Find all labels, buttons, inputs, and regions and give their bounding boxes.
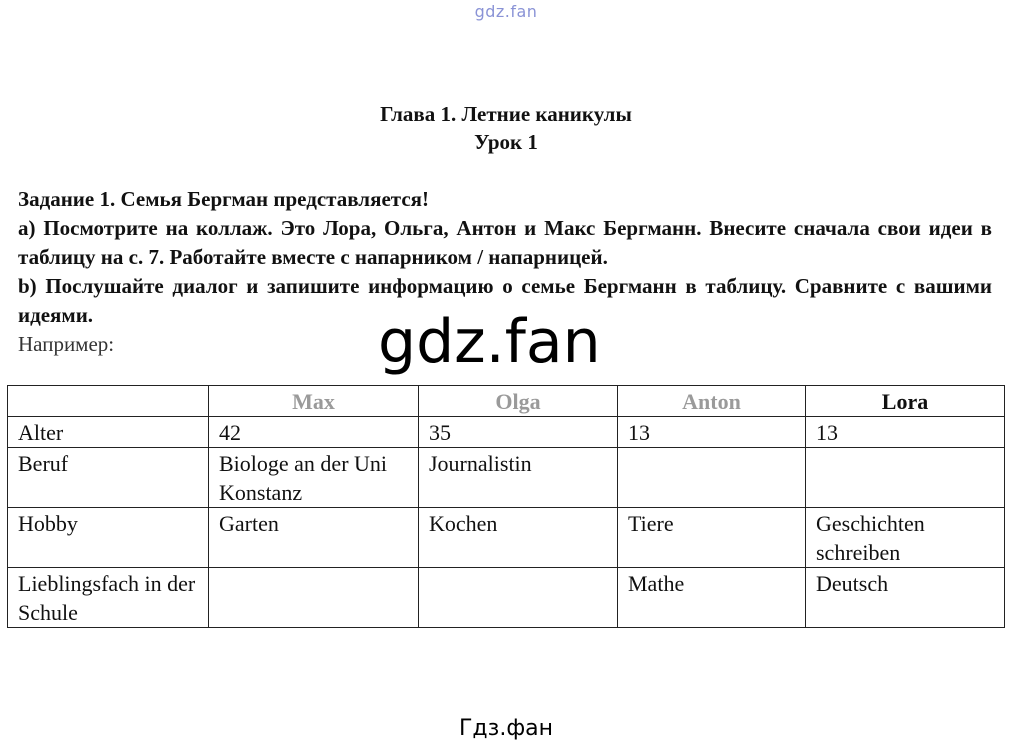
- table-cell: Journalistin: [419, 448, 618, 508]
- row-label: Hobby: [8, 508, 209, 568]
- example-label: Например:: [18, 332, 115, 356]
- row-label: Lieblingsfach in der Schule: [8, 568, 209, 628]
- table-cell: 42: [209, 417, 419, 448]
- row-label: Alter: [8, 417, 209, 448]
- header-cell-max: Max: [209, 386, 419, 417]
- table-cell: [419, 568, 618, 628]
- table-cell: Biologe an der Uni Konstanz: [209, 448, 419, 508]
- table-cell: [806, 448, 1005, 508]
- table-cell: 13: [618, 417, 806, 448]
- table-cell: [209, 568, 419, 628]
- watermark-big: gdz.fan: [378, 307, 601, 377]
- table-cell: Mathe: [618, 568, 806, 628]
- table-row-alter: [8, 417, 1005, 448]
- table-row-hobby: [8, 508, 1005, 568]
- table-row-lieblingsfach: [8, 568, 1005, 628]
- table-cell: 35: [419, 417, 618, 448]
- row-label: Beruf: [8, 448, 209, 508]
- task-part-b: b) Послушайте диалог и запишите информацию о семье Бергманн в таблицу. Сравните с вашими идеями.: [18, 274, 992, 327]
- task-heading: Задание 1. Семья Бергман представляется!: [18, 187, 430, 211]
- table-cell: Deutsch: [806, 568, 1005, 628]
- table-cell: Geschichten schreiben: [806, 508, 1005, 568]
- header-cell-anton: Anton: [618, 386, 806, 417]
- table-cell: 13: [806, 417, 1005, 448]
- chapter-title: Глава 1. Летние каникулы: [380, 102, 632, 126]
- lesson-title: Урок 1: [474, 130, 538, 154]
- task-part-a: a) Посмотрите на коллаж. Это Лора, Ольга, Антон и Макс Бергманн. Внесите сначала свои идеи в таблицу на с. 7. Работайте вместе с напарником / напарницей.: [18, 216, 992, 269]
- watermark-top: gdz.fan: [474, 2, 538, 21]
- header-cell-empty: [8, 386, 209, 417]
- header-cell-lora: Lora: [806, 386, 1005, 417]
- family-info-table: [7, 385, 1005, 628]
- table-cell: Garten: [209, 508, 419, 568]
- chapter-heading: [0, 100, 1012, 156]
- watermark-bottom: Гдз.фан: [459, 716, 553, 741]
- table-cell: Kochen: [419, 508, 618, 568]
- table-row-beruf: [8, 448, 1005, 508]
- table-header-row: [8, 386, 1005, 417]
- header-cell-olga: Olga: [419, 386, 618, 417]
- table-cell: [618, 448, 806, 508]
- table-cell: Tiere: [618, 508, 806, 568]
